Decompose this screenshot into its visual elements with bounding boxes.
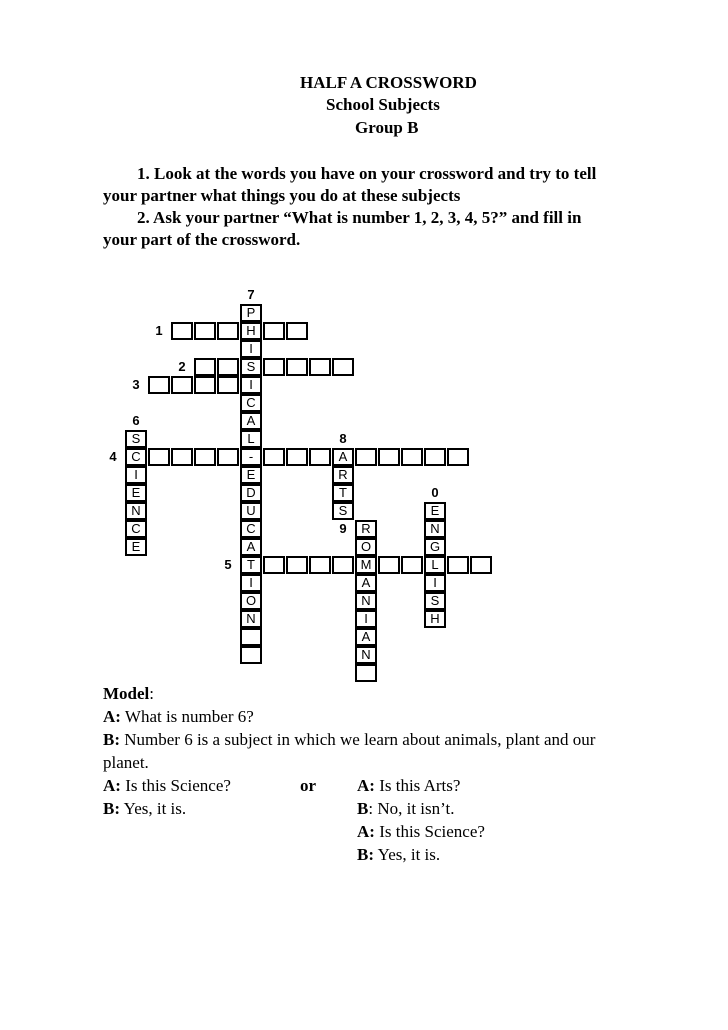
crossword-cell[interactable] (217, 322, 239, 340)
crossword-cell[interactable]: S (125, 430, 147, 448)
crossword-cell[interactable]: A (332, 448, 354, 466)
crossword-cell[interactable]: C (240, 394, 262, 412)
crossword-cell[interactable]: N (355, 646, 377, 664)
crossword-cell[interactable] (263, 358, 285, 376)
crossword-cell[interactable]: I (240, 574, 262, 592)
crossword-cell[interactable] (378, 448, 400, 466)
or-label (300, 775, 316, 797)
instruction-line: your partner what things you do at these subjects (103, 186, 461, 205)
crossword-cell[interactable] (217, 448, 239, 466)
crossword-cell[interactable]: G (424, 538, 446, 556)
crossword-cell[interactable]: C (125, 448, 147, 466)
dialogue-text: Number 6 is a subject in which we learn about animals, plant and our (120, 730, 596, 749)
crossword-cell[interactable]: L (240, 430, 262, 448)
crossword-cell[interactable] (217, 376, 239, 394)
crossword-cell[interactable] (171, 448, 193, 466)
crossword-cell[interactable] (355, 664, 377, 682)
model-heading-label: Model (103, 684, 150, 703)
crossword-cell[interactable] (378, 556, 400, 574)
crossword-cell[interactable] (171, 376, 193, 394)
crossword-cell[interactable] (309, 448, 331, 466)
clue-number-9: 9 (339, 521, 347, 536)
crossword-cell[interactable] (470, 556, 492, 574)
clue-number-8: 8 (339, 431, 347, 446)
clue-number-3: 3 (132, 377, 140, 392)
dialogue-text: Yes, it is. (120, 799, 187, 818)
crossword-cell[interactable]: S (240, 358, 262, 376)
model-heading-colon: : (149, 684, 155, 703)
crossword-cell[interactable] (240, 628, 262, 646)
crossword-cell[interactable]: L (424, 556, 446, 574)
crossword-cell[interactable] (332, 556, 354, 574)
instruction-text: 2. Ask your partner “What is number 1, 2, 3, 4, 5?” and fill in (137, 208, 582, 227)
model-line-1 (103, 706, 254, 728)
crossword-cell[interactable]: A (355, 574, 377, 592)
clue-number-6: 6 (132, 413, 140, 428)
crossword-cell[interactable]: E (125, 538, 147, 556)
crossword-cell[interactable] (194, 448, 216, 466)
clue-number-1: 1 (155, 323, 163, 338)
crossword-cell[interactable] (309, 358, 331, 376)
crossword-cell[interactable] (194, 322, 216, 340)
model-option-right-b2 (357, 844, 440, 866)
crossword-cell[interactable] (286, 322, 308, 340)
speaker-label: A: (103, 776, 121, 795)
clue-number-0: 0 (431, 485, 439, 500)
crossword-cell[interactable]: N (355, 592, 377, 610)
crossword-cell[interactable]: S (424, 592, 446, 610)
crossword-cell[interactable] (309, 556, 331, 574)
group-label: Group B (355, 118, 419, 137)
clue-number-2: 2 (178, 359, 186, 374)
clue-number-4: 4 (109, 449, 117, 464)
crossword-cell[interactable]: A (355, 628, 377, 646)
crossword-cell[interactable]: E (424, 502, 446, 520)
dialogue-text: What is number 6? (120, 707, 254, 726)
crossword-cell[interactable] (401, 448, 423, 466)
crossword-cell[interactable] (240, 646, 262, 664)
crossword-cell[interactable]: S (332, 502, 354, 520)
crossword-cell[interactable] (148, 448, 170, 466)
page-title: HALF A CROSSWORD (300, 73, 477, 92)
crossword-cell[interactable] (263, 322, 285, 340)
crossword-cell[interactable] (286, 358, 308, 376)
model-option-right-a (357, 775, 460, 797)
clue-number-7: 7 (247, 287, 255, 302)
model-option-left-a (103, 775, 231, 797)
crossword-cell[interactable]: H (424, 610, 446, 628)
dialogue-text: Is this Arts? (374, 776, 461, 795)
crossword-cell[interactable] (447, 556, 469, 574)
crossword-cell[interactable]: R (332, 466, 354, 484)
crossword-cell[interactable] (194, 358, 216, 376)
crossword-cell[interactable]: N (240, 610, 262, 628)
crossword-cell[interactable]: D (240, 484, 262, 502)
crossword-cell[interactable] (424, 448, 446, 466)
crossword-cell[interactable]: N (424, 520, 446, 538)
crossword-cell[interactable] (401, 556, 423, 574)
crossword-cell[interactable]: T (332, 484, 354, 502)
page-subtitle: School Subjects (326, 95, 440, 114)
crossword-cell[interactable]: I (240, 340, 262, 358)
model-option-left-b (103, 798, 186, 820)
dialogue-text: planet. (103, 753, 149, 772)
crossword-cell[interactable]: C (240, 520, 262, 538)
crossword-cell[interactable] (332, 358, 354, 376)
crossword-cell[interactable] (286, 448, 308, 466)
crossword-cell[interactable]: P (240, 304, 262, 322)
crossword-cell[interactable]: O (240, 592, 262, 610)
crossword-cell[interactable] (263, 556, 285, 574)
crossword-cell[interactable]: - (240, 448, 262, 466)
crossword-cell[interactable] (148, 376, 170, 394)
crossword-cell[interactable] (447, 448, 469, 466)
dialogue-text: Yes, it is. (374, 845, 441, 864)
speaker-label: B: (357, 845, 374, 864)
crossword-cell[interactable]: E (240, 466, 262, 484)
crossword-cell[interactable]: N (125, 502, 147, 520)
crossword-cell[interactable]: A (240, 538, 262, 556)
speaker-label: B (357, 799, 369, 818)
crossword-cell[interactable]: T (240, 556, 262, 574)
speaker-label: A: (103, 707, 121, 726)
instruction-line: your part of the crossword. (103, 230, 301, 249)
crossword-cell[interactable]: O (355, 538, 377, 556)
crossword-cell[interactable] (355, 448, 377, 466)
instruction-text: 1. Look at the words you have on your crossword and try to tell (137, 164, 597, 183)
crossword-cell[interactable]: R (355, 520, 377, 538)
model-line-3 (103, 752, 149, 774)
speaker-label: B: (103, 730, 120, 749)
crossword-cell[interactable] (263, 448, 285, 466)
speaker-label: A: (357, 822, 375, 841)
crossword-cell[interactable]: I (240, 376, 262, 394)
crossword-cell[interactable]: I (125, 466, 147, 484)
model-option-right-b (357, 798, 454, 820)
crossword-cell[interactable] (194, 376, 216, 394)
speaker-label: A: (357, 776, 375, 795)
crossword-cell[interactable]: I (424, 574, 446, 592)
crossword-cell[interactable]: H (240, 322, 262, 340)
model-heading (103, 683, 154, 705)
clue-number-5: 5 (224, 557, 232, 572)
crossword-cell[interactable]: C (125, 520, 147, 538)
crossword-cell[interactable]: M (355, 556, 377, 574)
crossword-cell[interactable]: I (355, 610, 377, 628)
model-line-2 (103, 729, 595, 751)
model-option-right-a2 (357, 821, 485, 843)
crossword-cell[interactable] (171, 322, 193, 340)
crossword-cell[interactable] (286, 556, 308, 574)
dialogue-text: Is this Science? (374, 822, 485, 841)
crossword-cell[interactable] (217, 358, 239, 376)
crossword-cell[interactable]: U (240, 502, 262, 520)
crossword-cell[interactable]: E (125, 484, 147, 502)
speaker-label: B: (103, 799, 120, 818)
dialogue-text: Is this Science? (120, 776, 231, 795)
crossword-cell[interactable]: A (240, 412, 262, 430)
dialogue-text: : No, it isn’t. (368, 799, 455, 818)
or-text: or (300, 776, 317, 795)
